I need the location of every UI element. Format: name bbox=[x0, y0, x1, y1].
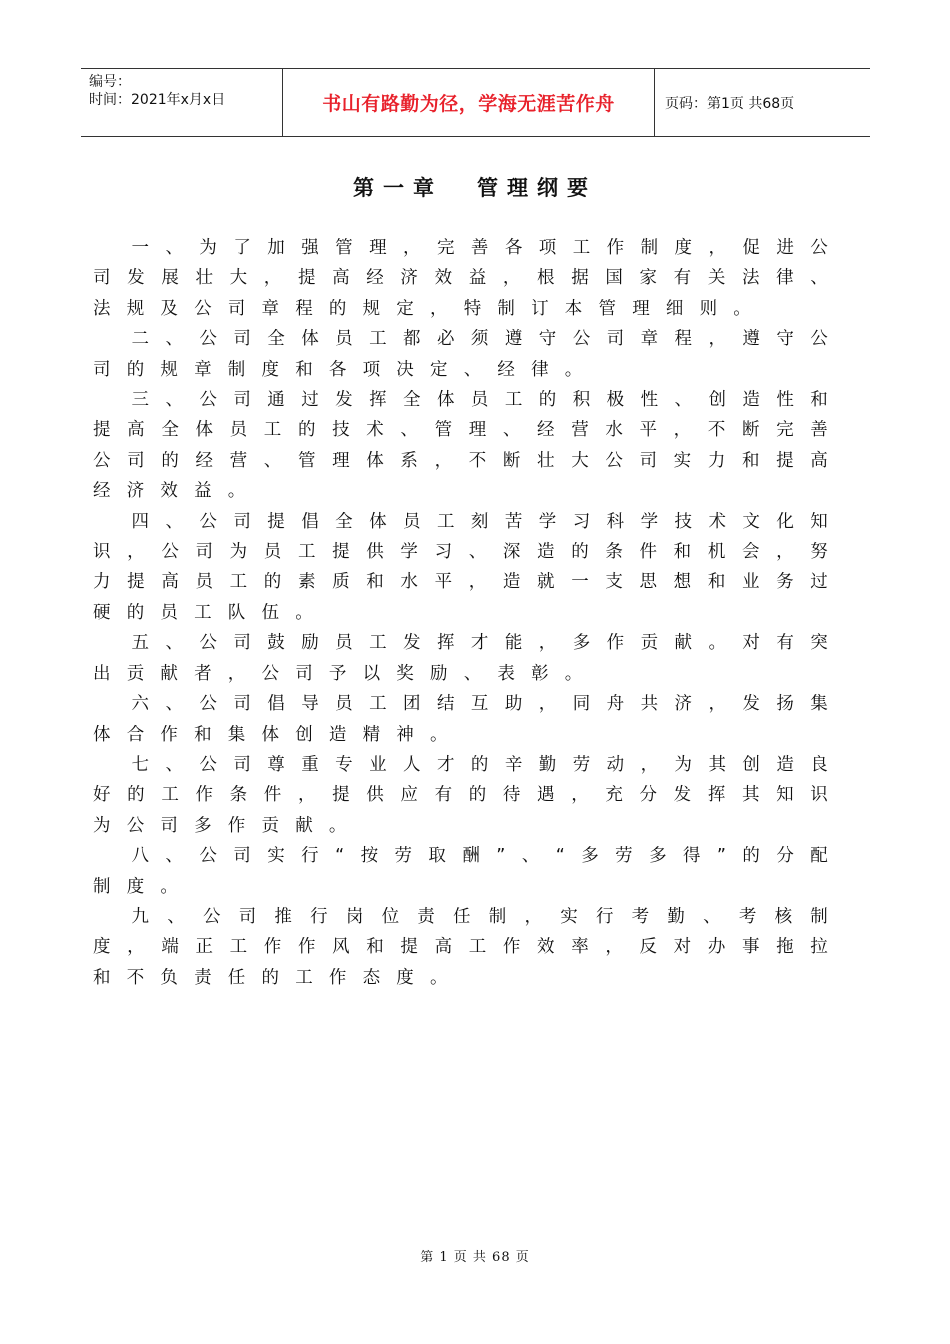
paragraph: 二、公司全体员工都必须遵守公司章程，遵守公司的规章制度和各项决定、经律。 bbox=[93, 329, 844, 380]
header-motto: 书山有路勤为径，学海无涯苦作舟 bbox=[282, 69, 655, 136]
page-header bbox=[81, 68, 870, 137]
paragraph: 七、公司尊重专业人才的辛勤劳动，为其创造良好的工作条件，提供应有的待遇，充分发挥其知识为公司多作贡献。 bbox=[93, 754, 844, 836]
document-body bbox=[93, 233, 844, 993]
chapter-heading bbox=[0, 172, 950, 202]
paragraph: 一、为了加强管理，完善各项工作制度，促进公司发展壮大，提高经济效益，根据国家有关法律、法规及公司章程的规定，特制订本管理细则。 bbox=[93, 238, 844, 319]
paragraph: 四、公司提倡全体员工刻苦学习科学技术文化知识，公司为员工提供学习、深造的条件和机会，努力提高员工的素质和水平，造就一支思想和业务过硬的员工队伍。 bbox=[93, 511, 844, 623]
chapter-title: 管理纲要 bbox=[477, 176, 597, 200]
paragraph: 六、公司倡导员工团结互助，同舟共济，发扬集体合作和集体创造精神。 bbox=[93, 694, 844, 745]
document-number-label: 编号： bbox=[89, 74, 131, 90]
paragraph: 三、公司通过发挥全体员工的积极性、创造性和提高全体员工的技术、管理、经营水平，不断完善公司的经营、管理体系，不断壮大公司实力和提高经济效益。 bbox=[93, 390, 844, 502]
document-time: 时间：2021年x月x日 bbox=[89, 92, 226, 108]
header-meta bbox=[81, 69, 282, 136]
chapter-number: 第一章 bbox=[353, 176, 443, 200]
header-page-info: 页码：第1页 共68页 bbox=[665, 95, 795, 112]
page-footer: 第 1 页 共 68 页 bbox=[420, 1250, 530, 1265]
paragraph: 五、公司鼓励员工发挥才能，多作贡献。对有突出贡献者，公司予以奖励、表彰。 bbox=[93, 633, 844, 684]
paragraph: 九、公司推行岗位责任制，实行考勤、考核制度，端正工作作风和提高工作效率，反对办事拖拉和不负责任的工作态度。 bbox=[93, 906, 844, 988]
paragraph: 八、公司实行“按劳取酬”、“多劳多得”的分配制度。 bbox=[93, 846, 844, 897]
